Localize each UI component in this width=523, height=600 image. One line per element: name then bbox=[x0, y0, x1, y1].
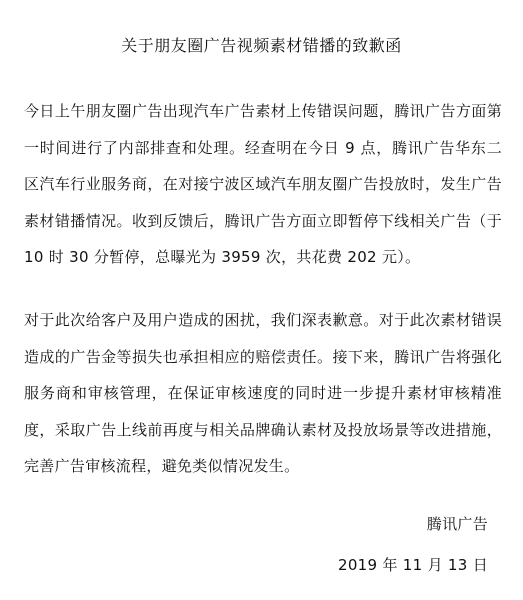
letter-date: 2019 年 11 月 13 日 bbox=[338, 556, 488, 574]
paragraph-apology: 对于此次给客户及用户造成的困扰，我们深表歉意。对于此次素材错误造成的广告金等损失也承担相应的赔偿责任。接下来，腾讯广告将强化服务商和审核管理，在保证审核速度的同时进一步提升素材审核精准度，采取广告上线前再度与相关品牌确认素材及投放场景等改进措施，完善广告审核流程，避免类似情况发生。 bbox=[24, 311, 502, 475]
signature: 腾讯广告 bbox=[426, 515, 488, 533]
paragraph-incident: 今日上午朋友圈广告出现汽车广告素材上传错误问题，腾讯广告方面第一时间进行了内部排查和处理。经查明在今日 9 点，腾讯广告华东二区汽车行业服务商，在对接宁波区域汽车朋友圈广告投放时，发生广告素材错播情况。收到反馈后，腾讯广告方面立即暂停下线相关广告（于 10 时 30 分暂停，总曝光为 3959 次，共花费 202 元）。 bbox=[24, 102, 502, 266]
letter-title: 关于朋友圈广告视频素材错播的致歉函 bbox=[121, 36, 402, 55]
